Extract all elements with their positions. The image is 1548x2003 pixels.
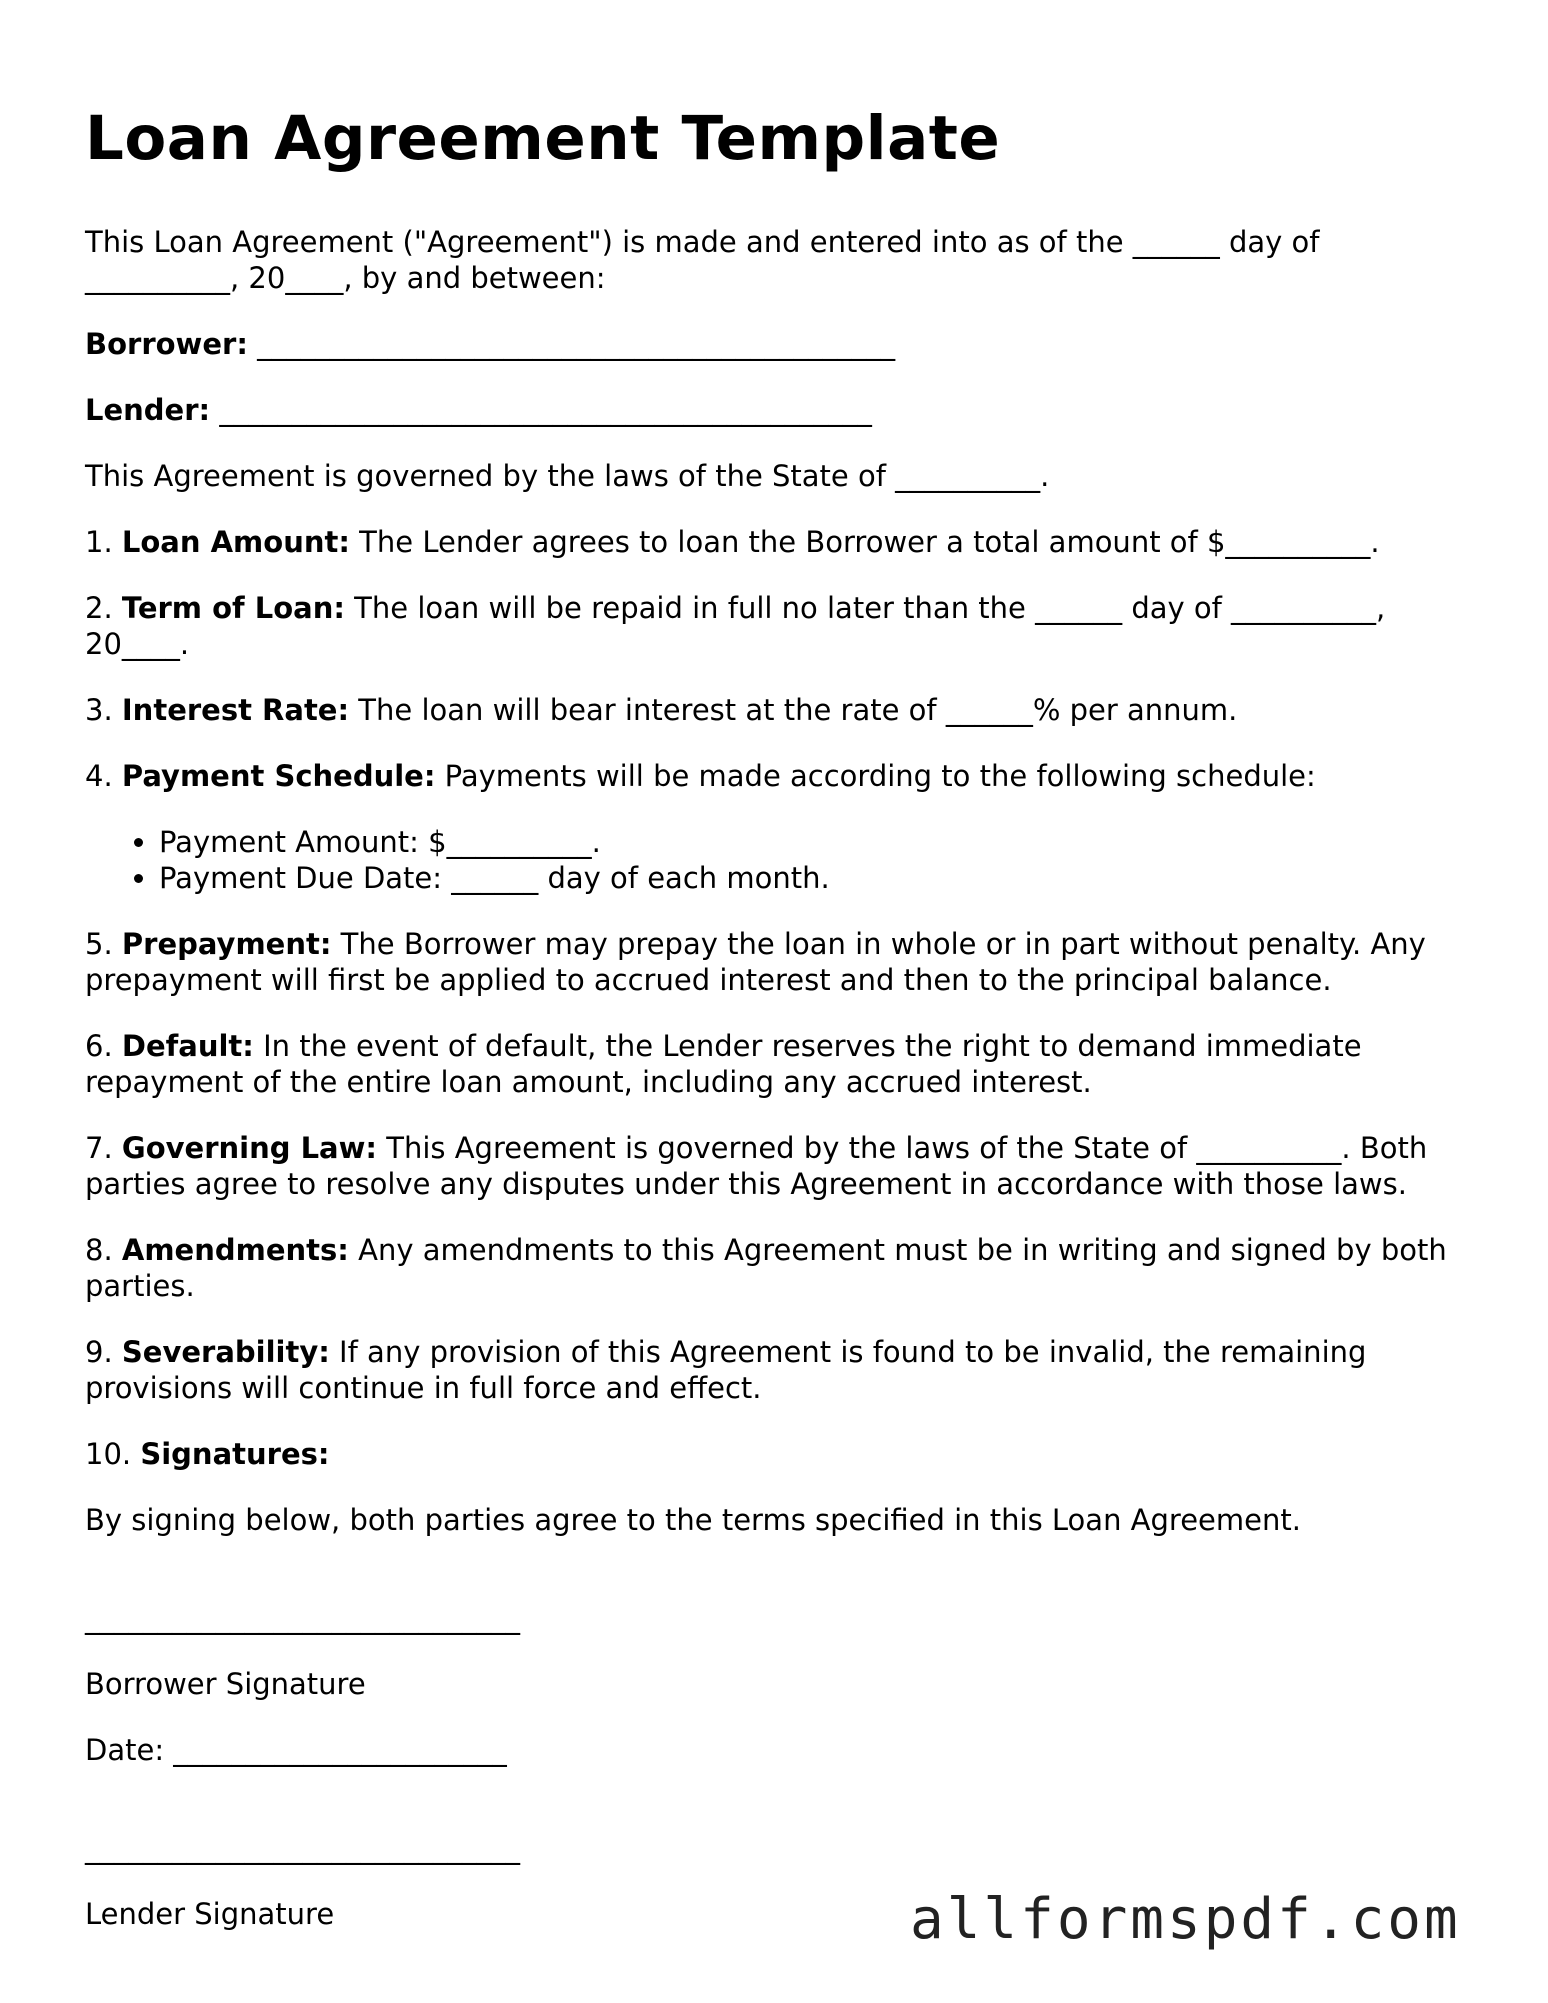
section-number: 6. [85, 1029, 122, 1063]
section-label: Default: [121, 1029, 254, 1063]
section-number: 9. [85, 1335, 122, 1369]
section-number: 4. [85, 759, 122, 793]
section-number: 10. [85, 1437, 141, 1471]
lender-signature-label: Lender Signature [85, 1897, 335, 1931]
section-text: If any provision of this Agreement is found to be invalid, the remaining provisions will continue in full force and effect. [85, 1335, 1367, 1405]
section-number: 3. [85, 693, 122, 727]
borrower-signature-label: Borrower Signature [85, 1667, 366, 1701]
borrower-label: Borrower: [85, 327, 248, 361]
lender-line [85, 392, 1465, 428]
section-default [85, 1028, 1465, 1100]
section-label: Interest Rate: [121, 693, 350, 727]
section-label: Amendments: [121, 1233, 349, 1267]
section-loan-amount [85, 524, 1465, 560]
section-number: 5. [85, 927, 122, 961]
section-payment-schedule [85, 758, 1465, 794]
section-term-of-loan [85, 590, 1465, 662]
payment-schedule-list [85, 824, 1465, 896]
section-amendments [85, 1232, 1465, 1304]
section-label: Prepayment: [121, 927, 332, 961]
section-text: Any amendments to this Agreement must be in writing and signed by both parties. [85, 1233, 1447, 1303]
page-title: Loan Agreement Template [85, 103, 1001, 174]
borrower-blank: ____________________________________________ [247, 327, 896, 361]
governed-paragraph: This Agreement is governed by the laws of the State of __________. [85, 459, 1050, 493]
section-governing-law [85, 1130, 1465, 1202]
section-label: Severability: [121, 1335, 330, 1369]
list-item: • Payment Amount: $__________. [159, 824, 1465, 860]
section-number: 2. [85, 591, 122, 625]
section-severability [85, 1334, 1465, 1406]
section-prepayment [85, 926, 1465, 998]
section-number: 7. [85, 1131, 122, 1165]
section-label: Governing Law: [121, 1131, 378, 1165]
section-label: Loan Amount: [121, 525, 350, 559]
document-content [85, 104, 1465, 1962]
date-line: Date: _______________________ [85, 1733, 507, 1767]
section-text: In the event of default, the Lender reserves the right to demand immediate repayment of the entire loan amount, including any accrued interest. [85, 1029, 1362, 1099]
section-text: The loan will be repaid in full no later than the ______ day of __________, 20____. [85, 591, 1386, 661]
section-label: Signatures: [140, 1437, 330, 1471]
section-text: The Lender agrees to loan the Borrower a total amount of $__________. [349, 525, 1380, 559]
intro-paragraph: This Loan Agreement ("Agreement") is made and entered into as of the ______ day of __________, 20____, by and between: [85, 225, 1320, 295]
section-number: 8. [85, 1233, 122, 1267]
closing-paragraph: By signing below, both parties agree to the terms specified in this Loan Agreement. [85, 1503, 1301, 1537]
list-item: • Payment Due Date: ______ day of each month. [159, 860, 1465, 896]
site-watermark: allformspdf.com [910, 1887, 1461, 1952]
section-text: The loan will bear interest at the rate of ______% per annum. [349, 693, 1238, 727]
section-label: Payment Schedule: [121, 759, 436, 793]
lender-signature-line: ______________________________ [85, 1831, 520, 1865]
section-text: Payments will be made according to the following schedule: [435, 759, 1316, 793]
section-text: The Borrower may prepay the loan in whole or in part without penalty. Any prepayment will first be applied to accrued interest and then to the principal balance. [85, 927, 1426, 997]
lender-blank: _____________________________________________ [210, 393, 872, 427]
borrower-signature-line: ______________________________ [85, 1601, 520, 1635]
borrower-line [85, 326, 1465, 362]
section-interest-rate [85, 692, 1465, 728]
lender-label: Lender: [85, 393, 211, 427]
section-signatures [85, 1436, 1465, 1472]
section-number: 1. [85, 525, 122, 559]
section-text: This Agreement is governed by the laws of the State of __________. Both parties agree to resolve any disputes under this Agreement in accordance with those laws. [85, 1131, 1428, 1201]
section-label: Term of Loan: [121, 591, 345, 625]
